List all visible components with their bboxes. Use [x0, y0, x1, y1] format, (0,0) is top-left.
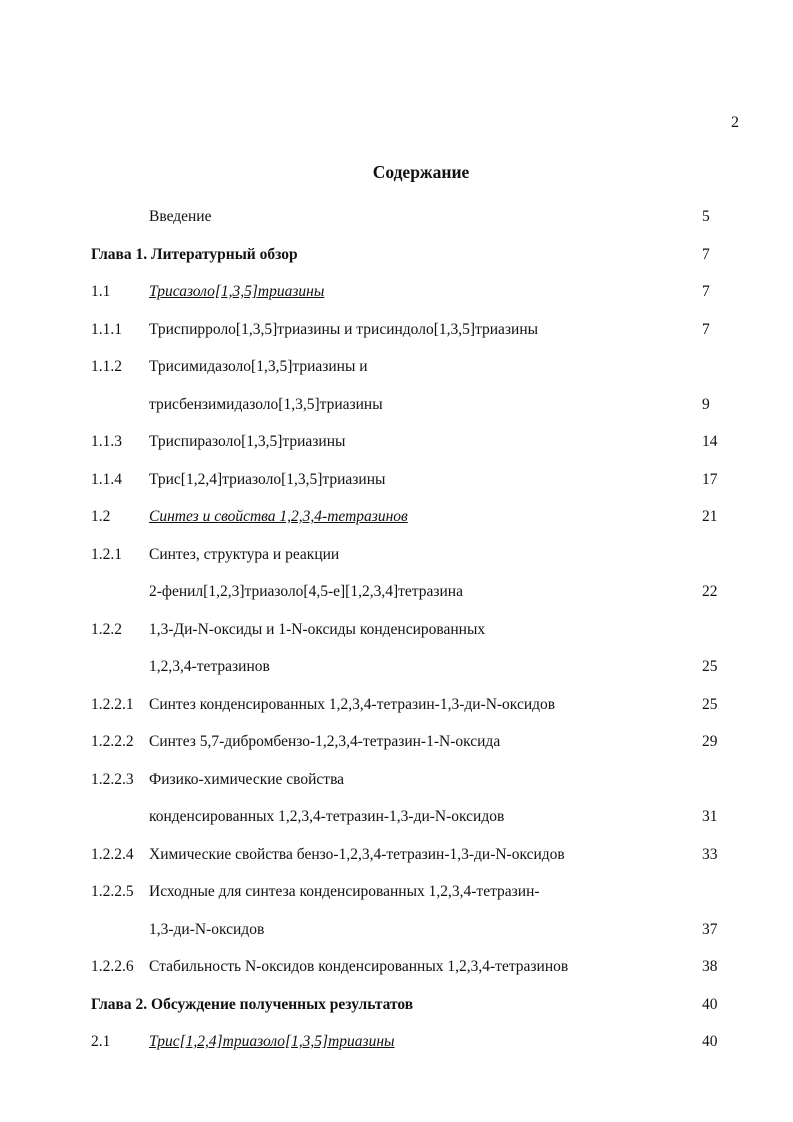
- toc-entry-page: 14: [702, 433, 718, 450]
- page-title: Содержание: [372, 162, 470, 182]
- toc-entry-page: 7: [702, 320, 710, 338]
- toc-entry-number: 1.2.2.1: [91, 695, 134, 713]
- toc-entry-title: Синтез 5,7-дибромбензо-1,2,3,4-тетразин-1-N-оксида: [149, 733, 501, 750]
- toc-entry-continuation: [0, 386, 793, 424]
- toc-entry-page: 9: [702, 395, 710, 413]
- toc-entry-title: Триспирроло[1,3,5]триазины и трисиндоло[1,3,5]триазины: [149, 320, 539, 338]
- toc-entry-page: 5: [702, 208, 710, 225]
- toc-entry-number: 1.2.2: [91, 620, 122, 638]
- toc-entry: [0, 686, 793, 724]
- toc-entry-number: 1.1.1: [91, 320, 122, 338]
- toc-chapter-1: [0, 236, 793, 274]
- toc-entry-title: трисбензимидазоло[1,3,5]триазины: [149, 395, 383, 413]
- toc-chapter-title: Глава 1. Литературный обзор: [91, 245, 298, 263]
- toc-entry-title: Синтез, структура и реакции: [149, 545, 340, 563]
- toc-entry-page: 38: [702, 958, 718, 975]
- toc-chapter-title: Глава 2. Обсуждение полученных результатов: [91, 995, 414, 1013]
- toc-entry-title: Введение: [149, 208, 212, 225]
- toc-entry-title: Трисимидазоло[1,3,5]триазины и: [149, 358, 368, 375]
- toc-entry: [0, 423, 793, 461]
- toc-entry-number: 1.2.2.5: [91, 883, 134, 900]
- toc-section-1-2: [0, 498, 793, 536]
- toc-entry-page: 40: [702, 995, 718, 1013]
- toc-entry-page: 7: [702, 245, 710, 263]
- toc-entry-page: 7: [702, 283, 710, 300]
- toc-entry-number: 1.2.2.4: [91, 845, 134, 863]
- toc-entry-title: 2-фенил[1,2,3]триазоло[4,5-е][1,2,3,4]тетразина: [149, 583, 463, 600]
- toc-entry-number: 1.2.2.3: [91, 770, 134, 788]
- toc-entry: [0, 761, 793, 799]
- toc-entry-page: 22: [702, 583, 718, 600]
- toc-entry-continuation: [0, 573, 793, 611]
- toc-entry-title: Стабильность N-оксидов конденсированных 1,2,3,4-тетразинов: [149, 958, 569, 975]
- toc-entry: [0, 461, 793, 499]
- toc-entry-title: Синтез конденсированных 1,2,3,4-тетразин-1,3-ди-N-оксидов: [149, 695, 556, 713]
- toc-entry-title: 1,2,3,4-тетразинов: [149, 658, 270, 675]
- toc-entry-title: Трисазоло[1,3,5]триазины: [149, 283, 325, 300]
- toc-entry-page: 40: [702, 1033, 718, 1050]
- toc-entry-number: 1.2.2.2: [91, 733, 134, 750]
- toc-entry-title: 1,3-ди-N-оксидов: [149, 920, 265, 938]
- toc-section-2-1: [0, 1023, 793, 1061]
- toc-entry-number: 1.1: [91, 283, 111, 300]
- toc-entry: [0, 536, 793, 574]
- toc-entry-page: 21: [702, 508, 718, 525]
- toc-entry-introduction: [0, 198, 793, 236]
- toc-entry-title: Исходные для синтеза конденсированных 1,2,3,4-тетразин-: [149, 883, 540, 900]
- toc-chapter-2: [0, 986, 793, 1024]
- toc-entry: [0, 873, 793, 911]
- toc-entry-page: 29: [702, 733, 718, 750]
- toc-entry-title: Трис[1,2,4]триазоло[1,3,5]триазины: [149, 1033, 395, 1050]
- toc-entry-title: конденсированных 1,2,3,4-тетразин-1,3-ди-N-оксидов: [149, 808, 505, 825]
- toc-entry-number: 1.1.3: [91, 433, 122, 450]
- toc-entry-page: 37: [702, 920, 718, 938]
- table-of-contents: [0, 198, 793, 1061]
- toc-entry: [0, 611, 793, 649]
- toc-entry-page: 33: [702, 845, 718, 863]
- page-number: 2: [731, 114, 739, 131]
- toc-entry-title: Триспиразоло[1,3,5]триазины: [149, 433, 346, 450]
- toc-entry: [0, 948, 793, 986]
- toc-section-1-1: [0, 273, 793, 311]
- toc-entry-title: Синтез и свойства 1,2,3,4-тетразинов: [149, 508, 408, 525]
- toc-entry-page: 17: [702, 470, 718, 488]
- toc-entry-title: Трис[1,2,4]триазоло[1,3,5]триазины: [149, 470, 386, 488]
- toc-entry: [0, 311, 793, 349]
- toc-entry-continuation: [0, 648, 793, 686]
- toc-entry-number: 2.1: [91, 1033, 111, 1050]
- toc-entry-number: 1.2.1: [91, 545, 122, 563]
- toc-entry-page: 25: [702, 658, 718, 675]
- toc-entry-page: 31: [702, 808, 718, 825]
- toc-entry-title: Физико-химические свойства: [149, 770, 345, 788]
- toc-entry: [0, 836, 793, 874]
- toc-entry: [0, 348, 793, 386]
- toc-entry-number: 1.2: [91, 508, 111, 525]
- toc-entry-continuation: [0, 911, 793, 949]
- toc-entry-number: 1.2.2.6: [91, 958, 134, 975]
- toc-entry-title: Химические свойства бензо-1,2,3,4-тетразин-1,3-ди-N-оксидов: [149, 845, 565, 863]
- toc-entry-title: 1,3-Ди-N-оксиды и 1-N-оксиды конденсированных: [149, 620, 486, 638]
- toc-entry-continuation: [0, 798, 793, 836]
- toc-entry-number: 1.1.4: [91, 470, 122, 488]
- toc-entry: [0, 723, 793, 761]
- toc-entry-number: 1.1.2: [91, 358, 122, 375]
- toc-entry-page: 25: [702, 695, 718, 713]
